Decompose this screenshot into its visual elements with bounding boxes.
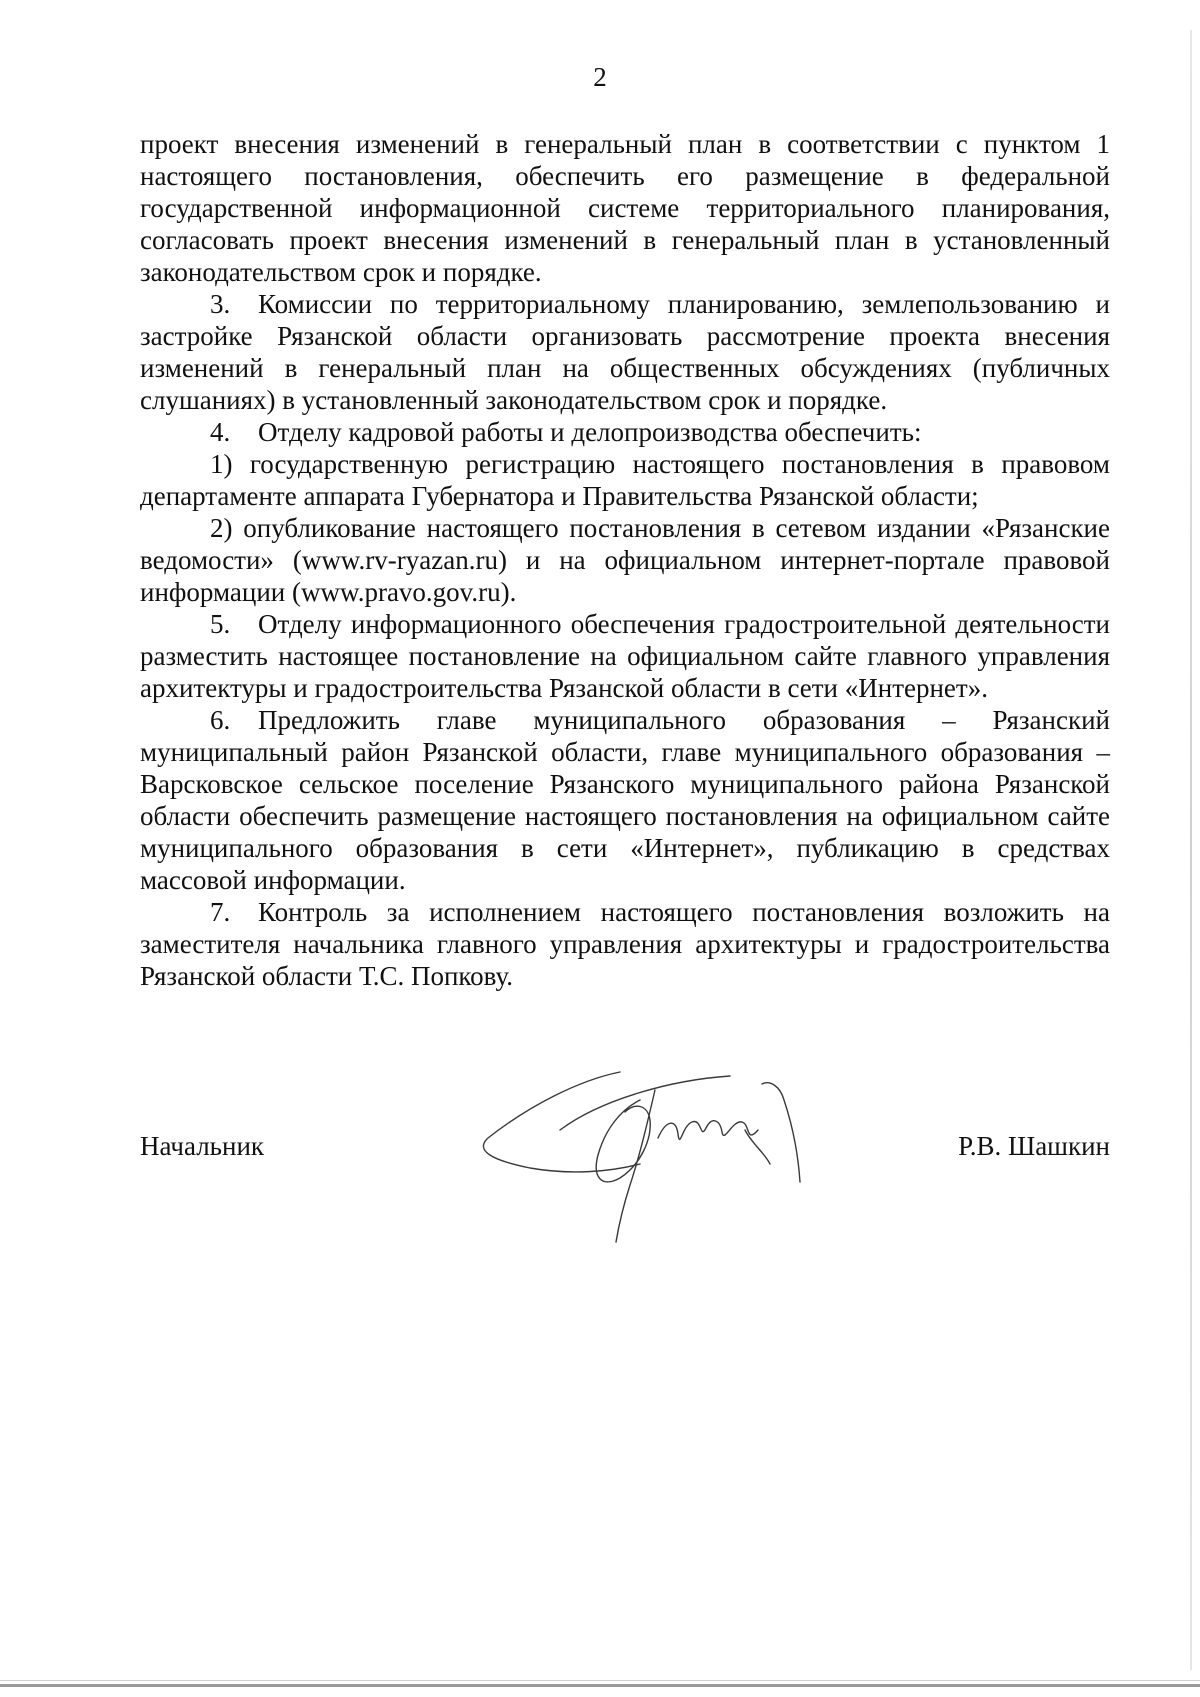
signatory-name: Р.В. Шашкин <box>958 1131 1110 1161</box>
paragraph-item-7 <box>140 896 1110 992</box>
paragraph-text: Отделу кадровой работы и делопроизводства обеспечить: <box>258 417 922 447</box>
paragraph-text: 2) опубликование настоящего постановления в сетевом издании «Рязанские ведомости» (www.rv-ryazan.ru) и на официальном интернет-портале правовой информации (www.pravo.gov.ru). <box>140 513 1110 607</box>
paragraph-number: 7. <box>210 897 231 927</box>
signatory-position: Начальник <box>140 1131 265 1161</box>
paragraph-text: Предложить главе муниципального образования – Рязанский муниципальный район Рязанской области, главе муниципального образования – Варсковское сельское поселение Рязанского муниципального района Рязанской области обеспечить размещение настоящего постановления на официальном сайте муниципального образования в сети «Интернет», публикацию в средствах массовой информации. <box>140 705 1110 895</box>
scan-edge-bottom <box>0 1684 1200 1687</box>
signature-block <box>140 1130 1110 1170</box>
paragraph-text: Отделу информационного обеспечения градостроительной деятельности разместить настоящее постановление на официальном сайте главного управления архитектуры и градостроительства Рязанской области в сети «Интернет». <box>140 609 1110 703</box>
paragraph-item-4 <box>140 416 1110 448</box>
paragraph-item-3 <box>140 288 1110 416</box>
scan-edge-right <box>1190 30 1192 1670</box>
scan-edge-bottom-light <box>0 1680 1200 1681</box>
paragraph-continuation <box>140 128 1110 288</box>
subparagraph-item-1 <box>140 448 1110 512</box>
document-body <box>140 128 1110 992</box>
paragraph-number: 4. <box>210 417 231 447</box>
paragraph-number: 6. <box>210 705 231 735</box>
paragraph-text: Контроль за исполнением настоящего постановления возложить на заместителя начальника главного управления архитектуры и градостроительства Рязанской области Т.С. Попкову. <box>140 897 1110 991</box>
paragraph-text: проект внесения изменений в генеральный план в соответствии с пунктом 1 настоящего постановления, обеспечить его размещение в федеральной государственной информационной системе территориального планирования, согласовать проект внесения изменений в генеральный план в установленный законодательством срок и порядке. <box>140 129 1110 287</box>
paragraph-text: 1) государственную регистрацию настоящего постановления в правовом департаменте аппарата Губернатора и Правительства Рязанской области; <box>140 449 1110 511</box>
paragraph-text: Комиссии по территориальному планированию, землепользованию и застройке Рязанской области организовать рассмотрение проекта внесения изменений в генеральный план на общественных обсуждениях (публичных слушаниях) в установленный законодательством срок и порядке. <box>140 289 1110 415</box>
page-number: 2 <box>593 62 607 92</box>
subparagraph-item-2 <box>140 512 1110 608</box>
paragraph-number: 5. <box>210 609 231 639</box>
paragraph-item-6 <box>140 704 1110 896</box>
paragraph-item-5 <box>140 608 1110 704</box>
paragraph-number: 3. <box>210 289 231 319</box>
